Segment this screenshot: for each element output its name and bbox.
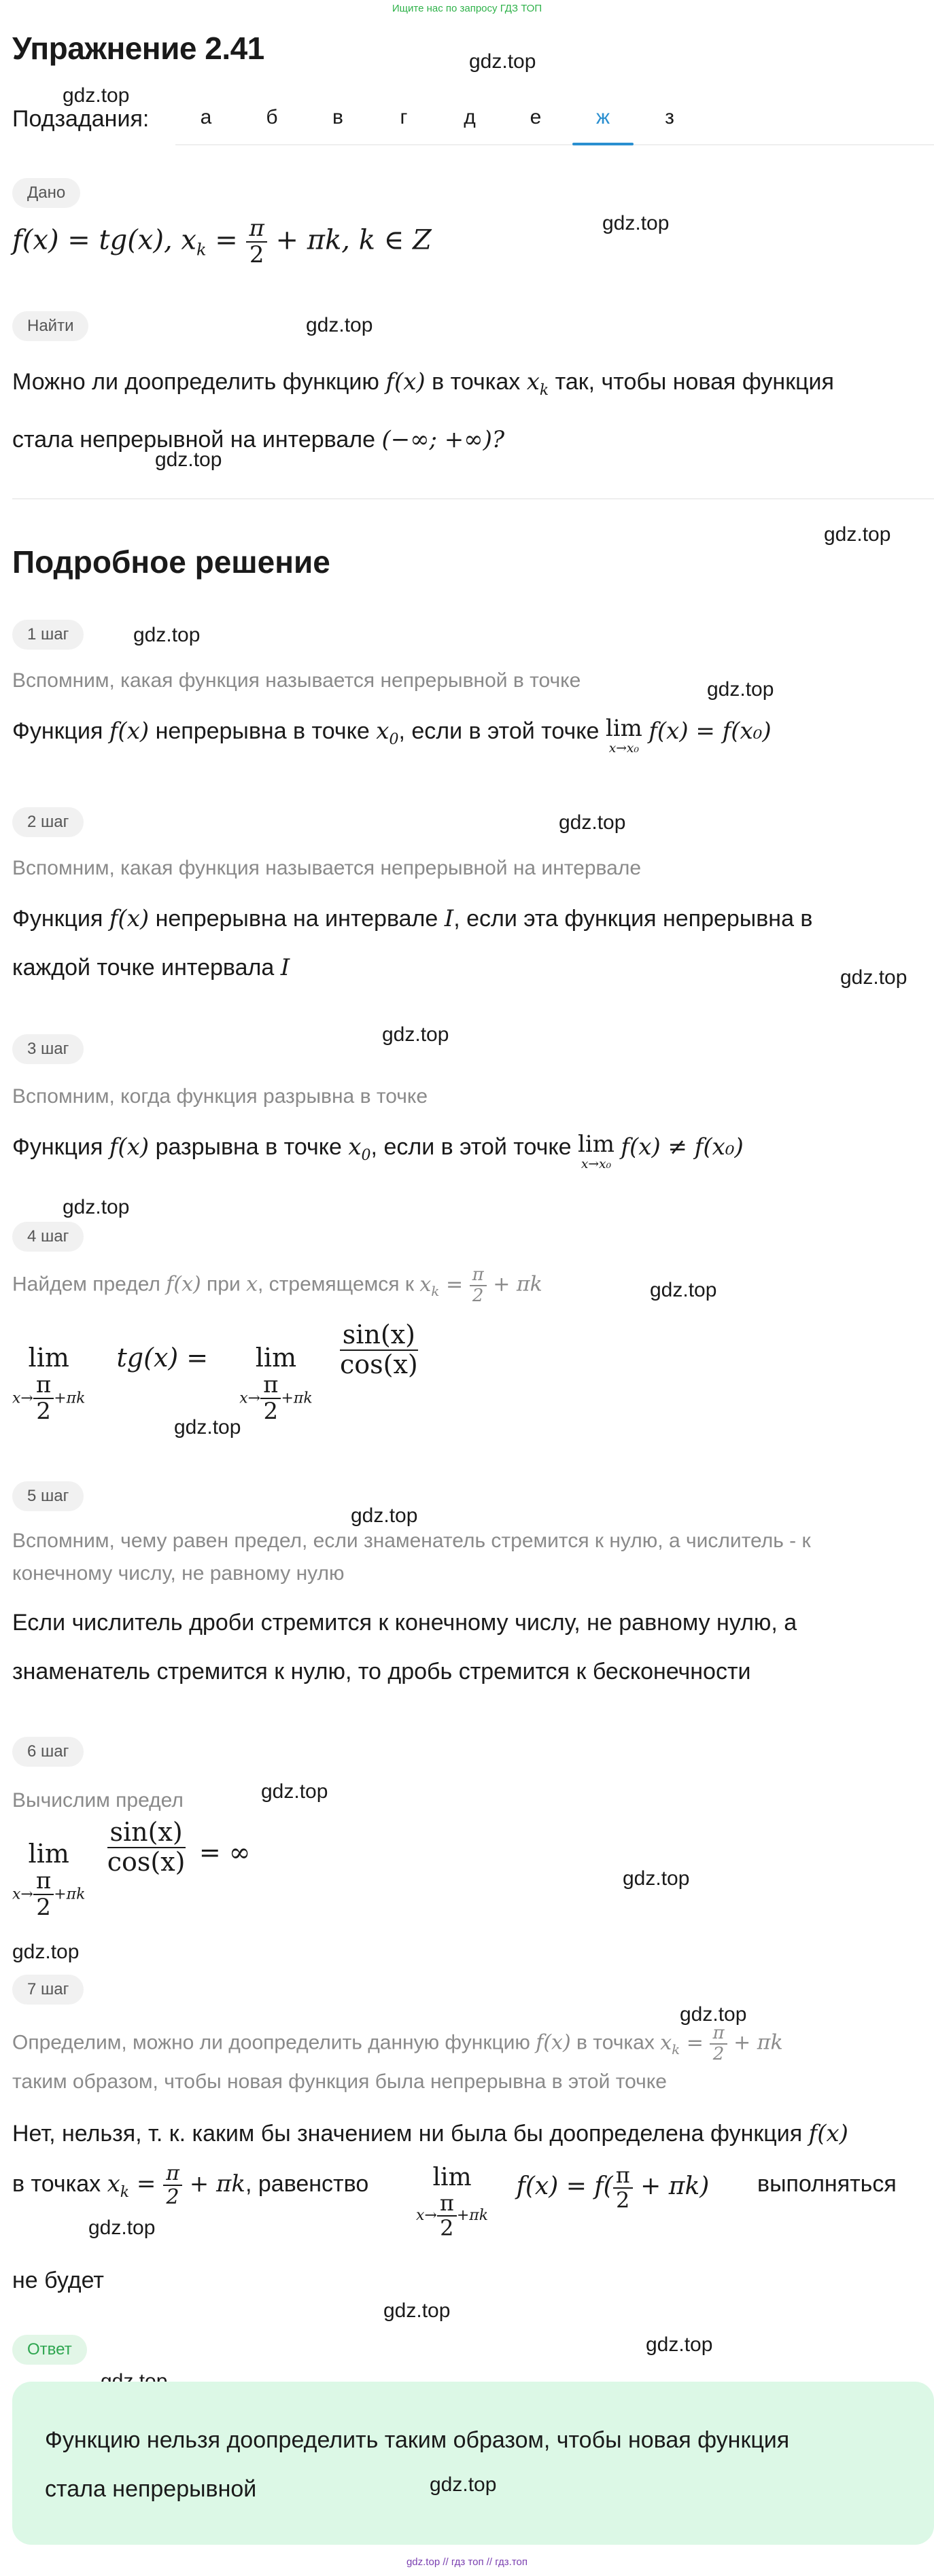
step-3-hint: Вспомним, когда функция разрывна в точке <box>12 1085 428 1108</box>
step-7-text-line-1: Нет, нельзя, т. к. каким бы значением ни была бы доопределена функция f(x) <box>12 2120 848 2147</box>
step-5-badge: 5 шаг <box>12 1481 84 1511</box>
step-1-text: Функция f(x) непрерывна в точке $x_0$, если в этой точке lim x→x₀ f(x) = f(x₀) <box>12 715 772 756</box>
step-3-badge: 3 шаг <box>12 1034 84 1064</box>
step-6-hint: Вычислим предел <box>12 1789 184 1812</box>
watermark: gdz.top <box>88 2217 156 2239</box>
watermark: gdz.top <box>646 2333 713 2356</box>
tab-a[interactable]: а <box>200 106 212 128</box>
step-7-badge: 7 шаг <box>12 1975 84 2005</box>
top-search-hint[interactable]: Ищите нас по запросу ГДЗ ТОП <box>392 3 542 14</box>
step-5-hint: Вспомним, чему равен предел, если знаменатель стремится к нулю, а числитель - к конечному числу, не равному нулю <box>12 1530 811 1585</box>
tab-z[interactable]: з <box>665 106 674 128</box>
step-5-text: Если числитель дроби стремится к конечному числу, не равному нулю, а знаменатель стремится к нулю, то дробь стремится к бесконечности <box>12 1610 797 1684</box>
watermark: gdz.top <box>430 2473 497 2496</box>
subtask-tabs <box>175 99 934 145</box>
tab-zh[interactable]: ж <box>595 106 610 128</box>
tab-d[interactable]: д <box>464 106 476 128</box>
watermark: gdz.top <box>133 624 201 646</box>
step-7-text-line-3: не будет <box>12 2268 104 2293</box>
step-2-hint: Вспомним, какая функция называется непрерывной на интервале <box>12 857 642 879</box>
watermark: gdz.top <box>155 448 222 471</box>
answer-badge: Ответ <box>12 2335 87 2365</box>
watermark: gdz.top <box>623 1867 690 1890</box>
step-4-badge: 4 шаг <box>12 1222 84 1252</box>
watermark: gdz.top <box>306 314 373 336</box>
divider <box>12 498 934 499</box>
find-text: Можно ли доопределить функцию f(x) в точках $x_k$ так, чтобы новая функция стала непрерывной на интервале (−∞; +∞)? <box>12 368 834 453</box>
watermark: gdz.top <box>707 678 774 701</box>
step-6-formula: lim x→ $\frac{\pi}{2}$ +πk $\frac{\sin(x)}{\cos(x)}$ = ∞ <box>12 1817 251 1922</box>
step-2-text: Функция f(x) непрерывна на интервале I, если эта функция непрерывна в каждой точке интервала I <box>12 905 813 981</box>
step-7-text-line-2: в точках $x_k$ = $\frac{\pi}{2}$ + πk, равенство <box>12 2162 369 2210</box>
watermark: gdz.top <box>680 2003 747 2026</box>
step-4-hint: Найдем предел f(x) при x, стремящемся к $x_k$ = $\frac{\pi}{2}$ + πk <box>12 1265 542 1306</box>
watermark: gdz.top <box>559 811 626 834</box>
tab-e[interactable]: е <box>530 106 542 128</box>
step-1-badge: 1 шаг <box>12 620 84 650</box>
step-1-hint: Вспомним, какая функция называется непрерывной в точке <box>12 669 581 692</box>
watermark: gdz.top <box>650 1279 717 1301</box>
footer-links[interactable]: gdz.top // гдз топ // гдз.топ <box>406 2556 528 2568</box>
step-7-hint: Определим, можно ли доопределить данную функцию f(x) в точках $x_k$ = $\frac{\pi}{2}$ + πk таким образом, чтобы новая функция была непрерывна в этой точке <box>12 2023 783 2093</box>
watermark: gdz.top <box>12 1941 80 1963</box>
step-3-text: Функция f(x) разрывна в точке $x_0$, если в этой точке lim x→x₀ f(x) ≠ f(x₀) <box>12 1131 744 1171</box>
watermark: gdz.top <box>63 1196 130 1218</box>
step-6-badge: 6 шаг <box>12 1737 84 1767</box>
active-tab-indicator <box>572 143 634 145</box>
step-4-formula: lim x→ $\frac{\pi}{2}$ +πk tg(x) = lim x→ $\frac{\pi}{2}$ +πk $\frac{\sin(x)}{\cos(x)}$ <box>12 1320 418 1426</box>
given-formula: f(x) = tg(x), $x_k$ = $\frac{\pi}{2}$ + πk, k ∈ Z <box>12 215 432 269</box>
watermark: gdz.top <box>840 966 907 989</box>
answer-text: Функцию нельзя доопределить таким образом, чтобы новая функция стала непрерывной <box>45 2427 790 2502</box>
step-7-limit: lim x→ $\frac{\pi}{2}$ +πk f(x) = f( $\frac{\pi}{2}$ + πk) <box>416 2162 710 2242</box>
subtasks-label: Подзадания: <box>12 106 150 132</box>
page-title: Упражнение 2.41 <box>12 31 264 66</box>
watermark: gdz.top <box>824 523 891 546</box>
watermark: gdz.top <box>382 1023 449 1046</box>
tab-b[interactable]: б <box>266 106 278 128</box>
solution-title: Подробное решение <box>12 544 330 580</box>
watermark: gdz.top <box>469 50 536 73</box>
watermark: gdz.top <box>383 2299 451 2322</box>
tab-g[interactable]: г <box>400 106 408 128</box>
watermark: gdz.top <box>351 1504 418 1527</box>
watermark: gdz.top <box>602 212 670 234</box>
given-badge: Дано <box>12 178 80 208</box>
watermark: gdz.top <box>63 84 130 107</box>
step-2-badge: 2 шаг <box>12 807 84 837</box>
find-badge: Найти <box>12 311 88 341</box>
watermark: gdz.top <box>174 1416 241 1439</box>
watermark: gdz.top <box>261 1780 328 1803</box>
tab-v[interactable]: в <box>332 106 343 128</box>
step-7-text-tail: выполняться <box>757 2171 897 2197</box>
